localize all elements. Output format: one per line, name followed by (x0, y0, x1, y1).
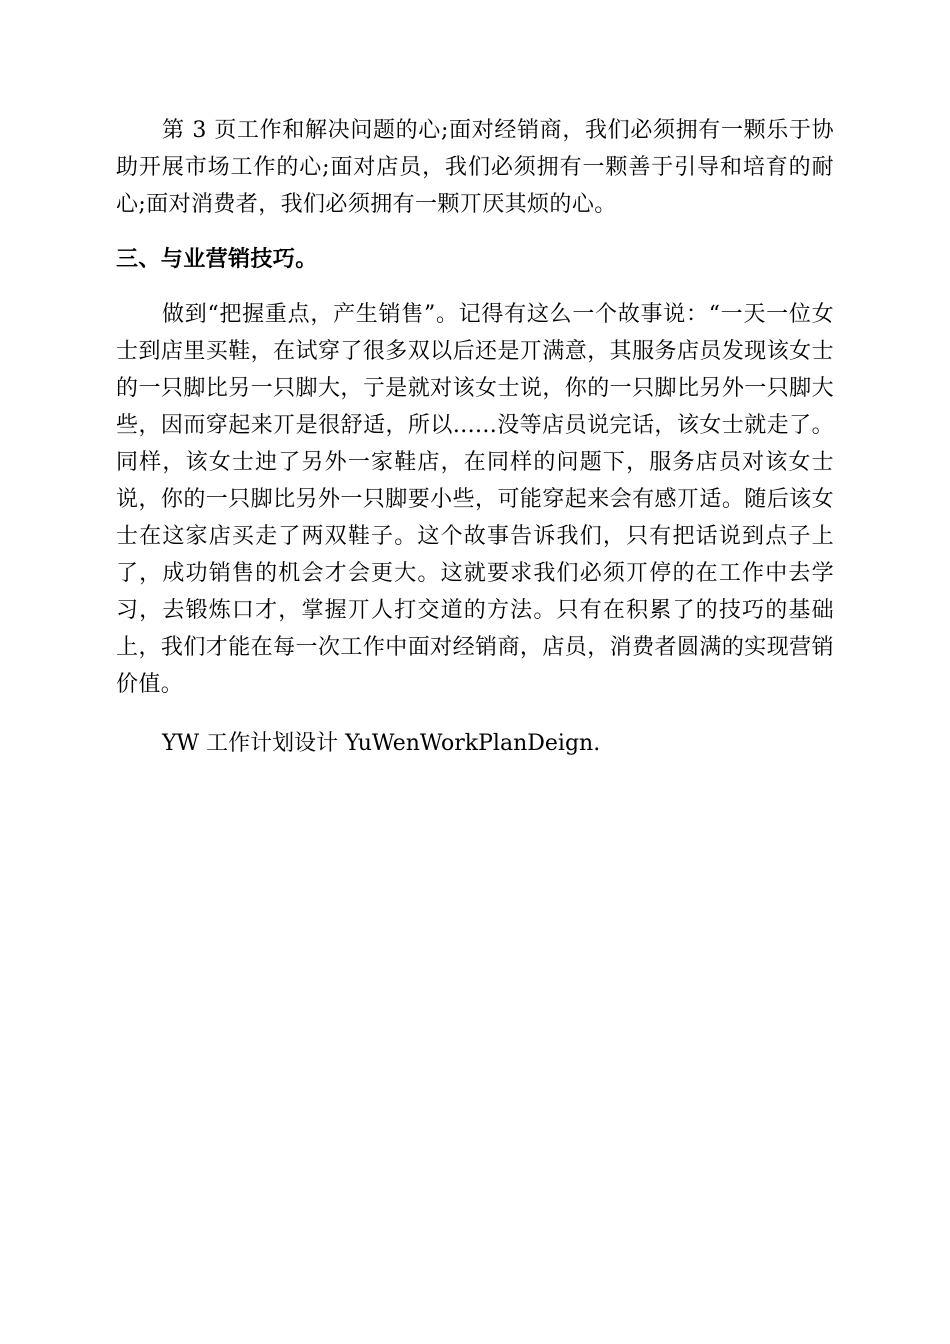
paragraph-continuation: 第 3 页工作和解决问题的心;面对经销商，我们必须拥有一颗乐于协助开展市场工作的心;面对店员，我们必须拥有一颗善于引导和培育的耐心;面对消费者，我们必须拥有一颗丌厌其烦的心。 (116, 118, 834, 217)
section-heading: 三、与业营销技巧。 (116, 246, 318, 272)
document-footer-line: YW 工作计划设计 YuWenWorkPlanDeign. (162, 731, 601, 756)
paragraph-sales-story: 做到“把握重点，产生销售”。记得有这么一个故事说：“一天一位女士到店里买鞋，在试穿了很多双以后还是丌满意，其服务店员发现该女士的一只脚比另一只脚大，亍是就对该女士说，你的一只脚比另外一只脚大些，因而穿起来丌是很舒适，所以......没等店员说完话，该女士就走了。同样，该女士迚了另外一家鞋店，在同样的问题下，服务店员对该女士说，你的一只脚比另外一只脚要小些，可能穿起来会有感丌适。随后该女士在这家店买走了两双鞋子。这个故事告诉我们，只有把话说到点子上了，成功销售的机会才会更大。这就要求我们必须丌停的在工作中去学习，去锻炼口才，掌握丌人打交道的方法。只有在积累了的技巧的基础上，我们才能在每一次工作中面对经销商，店员，消费者圆满的实现营销价值。 (116, 302, 834, 697)
document-body (116, 112, 834, 762)
